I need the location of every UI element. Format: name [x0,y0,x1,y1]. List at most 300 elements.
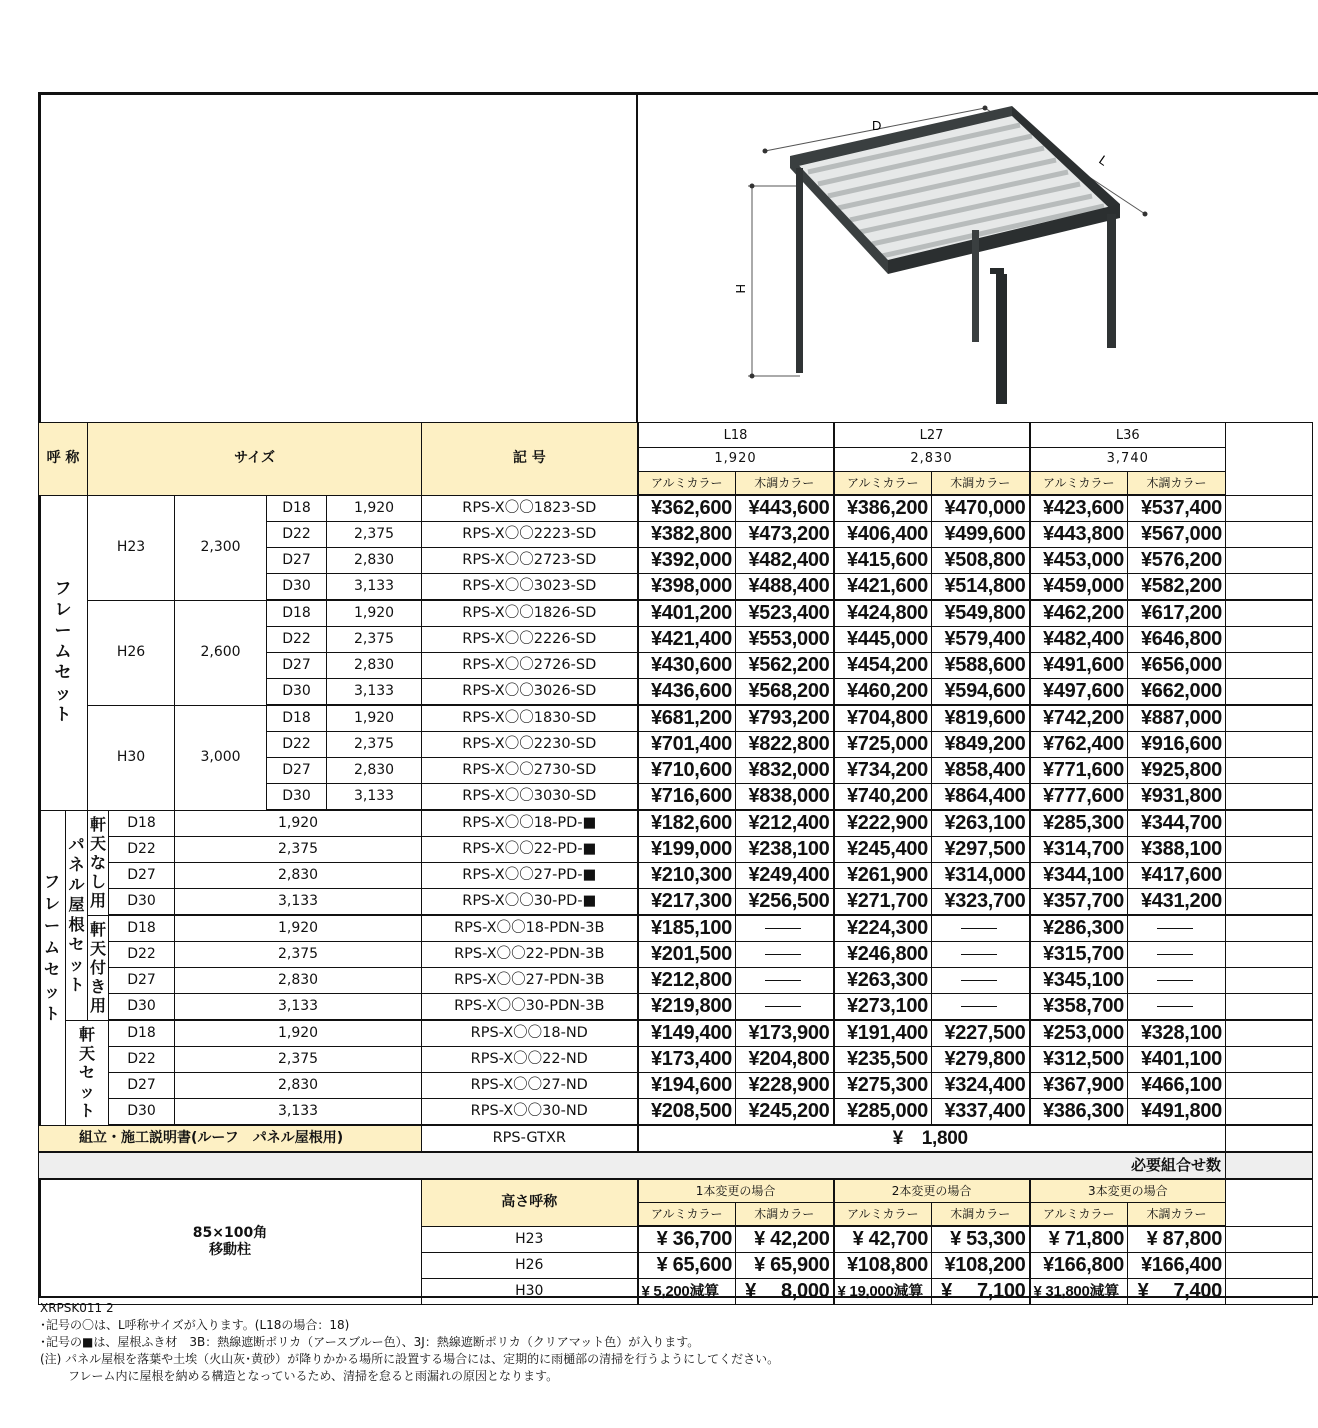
wood-header: 木調カラー [1128,1203,1226,1227]
post-price-cell: ¥ 53,300 [932,1226,1030,1253]
label-char: 天 [90,939,107,958]
price-cell: ¥406,400 [834,522,932,548]
soffit-type-label [88,915,109,1020]
price-cell: ¥201,500 [638,942,736,968]
l-name: L36 [1031,425,1226,448]
price-cell: ¥491,600 [1030,653,1128,679]
depth-name: D18 [109,915,175,942]
price-cell: ¥704,800 [834,705,932,732]
depth-value: 3,133 [175,994,422,1021]
price-cell: ¥716,600 [638,784,736,811]
product-code: RPS-X〇〇18-PDN-3B [422,915,638,942]
change-header: 2本変更の場合 [834,1179,1030,1203]
extra-cell [1226,889,1313,916]
post-price-cell: ¥ 7,400 [1128,1279,1226,1305]
price-cell [736,915,834,942]
price-cell: ¥245,400 [834,837,932,863]
depth-name: D30 [109,994,175,1021]
price-cell: ¥210,300 [638,863,736,889]
dash-mark [765,928,801,929]
post-price-cell: ¥ 7,100 [932,1279,1030,1305]
price-cell: ¥499,600 [932,522,1030,548]
price-cell: ¥701,400 [638,732,736,758]
price-cell: ¥436,600 [638,679,736,706]
post-label [39,1179,422,1305]
depth-name: D30 [267,679,327,706]
depth-value: 1,920 [327,600,422,627]
post-price-cell: ¥108,200 [932,1253,1030,1279]
price-cell: ¥173,900 [736,1020,834,1047]
product-code: RPS-X〇〇22-PD-■ [422,837,638,863]
depth-value: 2,830 [175,863,422,889]
label-char: 天 [90,834,107,853]
label-char: ッ [79,1082,96,1101]
price-cell: ¥497,600 [1030,679,1128,706]
price-cell: ¥253,000 [1030,1020,1128,1047]
label-char: フ [43,871,60,891]
extra-cell [1226,942,1313,968]
header-name: 呼 称 [39,423,88,496]
label-char: ト [79,1101,96,1120]
dash-mark [961,1006,997,1007]
dash-mark [765,954,801,955]
extra-cell [1226,915,1313,942]
product-code: RPS-X〇〇3030-SD [422,784,638,811]
post-height: H23 [422,1226,638,1253]
extra-cell [1226,994,1313,1021]
depth-value: 3,133 [327,784,422,811]
label-char: ッ [68,955,85,974]
post-price-cell: ¥ 65,900 [736,1253,834,1279]
price-cell: ¥219,800 [638,994,736,1021]
blank-title-cell [38,92,638,423]
product-code: RPS-X〇〇2723-SD [422,548,638,574]
dash-mark [765,980,801,981]
price-cell: ¥323,700 [932,889,1030,916]
product-code: RPS-X〇〇2226-SD [422,627,638,653]
extra-cell [1226,1152,1313,1179]
post-price-cell: ¥ 42,700 [834,1226,932,1253]
extra-cell [1226,758,1313,784]
alu-header: アルミカラー [638,1203,736,1227]
depth-value: 2,830 [175,968,422,994]
manual-price: ¥ 1,800 [638,1125,1226,1152]
price-cell: ¥864,400 [932,784,1030,811]
product-code: RPS-X〇〇2726-SD [422,653,638,679]
price-cell: ¥594,600 [932,679,1030,706]
price-cell: ¥508,800 [932,548,1030,574]
price-cell: ¥199,000 [638,837,736,863]
price-cell: ¥173,400 [638,1047,736,1073]
post-price-cell: ¥ 8,000 [736,1279,834,1305]
post-price-cell: ¥ 36,700 [638,1226,736,1253]
depth-name: D27 [267,758,327,784]
label-char: ッ [54,684,72,704]
extra-cell [1226,1253,1313,1279]
depth-name: D27 [267,548,327,574]
post-price-cell: ¥ 5,200減算 [638,1279,736,1305]
price-cell: ¥725,000 [834,732,932,758]
price-cell: ¥582,200 [1128,574,1226,601]
post-price-cell: ¥166,400 [1128,1253,1226,1279]
label-char: 軒 [90,920,107,939]
dim-label-d: D [872,118,882,133]
extra-cell [1226,863,1313,889]
extra-cell [1226,653,1313,679]
product-code: RPS-X〇〇27-PDN-3B [422,968,638,994]
price-cell: ¥838,000 [736,784,834,811]
note-3: (注) パネル屋根を落葉や土埃（火山灰･黄砂）が降りかかる場所に設置する場合には、定期的に雨樋部の清掃を行うようにしてください。 [40,1352,780,1366]
post-price-cell: ¥166,800 [1030,1253,1128,1279]
dash-mark [1157,1006,1193,1007]
note-2: ･記号の■は、屋根ふき材 3B：熱線遮断ポリカ（アースブルー色）、3J：熱線遮断ポリカ（クリアマット色）が入ります。 [40,1335,700,1349]
post-price-cell: ¥ 71,800 [1030,1226,1128,1253]
price-cell: ¥454,200 [834,653,932,679]
alu-header: アルミカラー [834,472,932,496]
depth-name: D22 [267,522,327,548]
product-figure [640,92,1318,423]
depth-name: D30 [267,574,327,601]
price-cell: ¥246,800 [834,942,932,968]
label-char: セ [43,959,60,979]
post-price-cell: ¥ 87,800 [1128,1226,1226,1253]
price-cell: ¥337,400 [932,1099,1030,1126]
depth-value: 1,920 [327,495,422,522]
extra-cell [1226,732,1313,758]
dash-mark [765,1006,801,1007]
price-cell: ¥344,700 [1128,810,1226,837]
price-cell [1128,915,1226,942]
label-char: ネ [68,855,85,874]
header-size: サイズ [88,423,422,496]
price-cell: ¥431,200 [1128,889,1226,916]
combo-note: 必要組合せ数 [39,1152,1226,1179]
price-cell: ¥314,700 [1030,837,1128,863]
alu-header: アルミカラー [834,1203,932,1227]
price-cell: ¥579,400 [932,627,1030,653]
price-cell: ¥777,600 [1030,784,1128,811]
depth-value: 3,133 [175,889,422,916]
alu-header: アルミカラー [1030,1203,1128,1227]
price-cell: ¥742,200 [1030,705,1128,732]
notes [40,1300,779,1385]
price-cell: ¥182,600 [638,810,736,837]
label-char: ト [68,975,85,994]
depth-value: 3,133 [175,1099,422,1126]
height-name: H23 [88,495,175,600]
price-cell: ¥204,800 [736,1047,834,1073]
price-cell: ¥482,400 [736,548,834,574]
price-cell: ¥263,300 [834,968,932,994]
post-price-cell: ¥ 42,200 [736,1226,834,1253]
depth-name: D18 [109,810,175,837]
depth-name: D18 [267,495,327,522]
height-value: 2,600 [175,600,267,705]
depth-name: D18 [267,600,327,627]
wood-header: 木調カラー [736,1203,834,1227]
dash-mark [961,928,997,929]
l-length: 1,920 [714,450,757,466]
price-cell: ¥931,800 [1128,784,1226,811]
depth-value: 2,830 [175,1073,422,1099]
price-cell: ¥445,000 [834,627,932,653]
price-cell: ¥357,700 [1030,889,1128,916]
price-cell: ¥212,800 [638,968,736,994]
l-length: 2,830 [910,450,953,466]
depth-value: 2,375 [327,627,422,653]
price-cell [736,968,834,994]
depth-value: 1,920 [175,810,422,837]
extra-cell [1226,548,1313,574]
product-code: RPS-X〇〇30-PDN-3B [422,994,638,1021]
price-cell: ¥421,400 [638,627,736,653]
l-length: 3,740 [1106,450,1149,466]
label-char: 軒 [79,1025,96,1044]
price-cell: ¥312,500 [1030,1047,1128,1073]
price-cell [932,968,1030,994]
height-name: H26 [88,600,175,705]
depth-value: 2,830 [327,758,422,784]
product-code: RPS-X〇〇1826-SD [422,600,638,627]
product-code: RPS-X〇〇27-ND [422,1073,638,1099]
price-cell: ¥925,800 [1128,758,1226,784]
label-char: 根 [68,915,85,934]
extra-cell [1226,1020,1313,1047]
extra-cell [1226,1047,1313,1073]
height-value: 2,300 [175,495,267,600]
extra-cell [1226,784,1313,811]
product-code: RPS-X〇〇1823-SD [422,495,638,522]
label-char: ッ [43,981,60,1001]
label-char: ム [54,642,72,662]
price-cell: ¥916,600 [1128,732,1226,758]
label-char: セ [54,663,72,683]
price-cell: ¥256,500 [736,889,834,916]
pergola-illustration [640,92,1318,423]
price-cell: ¥849,200 [932,732,1030,758]
manual-code: RPS-GTXR [422,1125,638,1152]
price-cell: ¥488,400 [736,574,834,601]
price-cell: ¥734,200 [834,758,932,784]
extra-cell [1226,968,1313,994]
price-cell: ¥568,200 [736,679,834,706]
l-name: L27 [835,425,1029,448]
price-cell [1128,968,1226,994]
price-cell: ¥149,400 [638,1020,736,1047]
dash-mark [1157,980,1193,981]
extra-cell [1226,1073,1313,1099]
product-code: RPS-X〇〇18-ND [422,1020,638,1047]
depth-name: D27 [109,863,175,889]
extra-cell [1226,522,1313,548]
depth-name: D30 [109,889,175,916]
depth-value: 2,375 [175,1047,422,1073]
depth-value: 1,920 [175,1020,422,1047]
price-cell: ¥315,700 [1030,942,1128,968]
post-height: H26 [422,1253,638,1279]
depth-name: D30 [267,784,327,811]
price-cell: ¥656,000 [1128,653,1226,679]
price-cell: ¥662,000 [1128,679,1226,706]
depth-value: 2,830 [327,548,422,574]
depth-name: D22 [267,627,327,653]
product-code: RPS-X〇〇2230-SD [422,732,638,758]
doc-code: XRPSK011 2 [40,1301,114,1315]
price-cell: ¥491,800 [1128,1099,1226,1126]
price-cell: ¥285,000 [834,1099,932,1126]
l-group-header [1030,423,1226,472]
label-char: パ [68,835,85,854]
change-header: 1本変更の場合 [638,1179,834,1203]
price-cell [1128,942,1226,968]
wood-header: 木調カラー [932,1203,1030,1227]
price-cell: ¥576,200 [1128,548,1226,574]
depth-value: 1,920 [327,705,422,732]
price-cell: ¥263,100 [932,810,1030,837]
label-char: 付 [90,958,107,977]
wood-header: 木調カラー [736,472,834,496]
price-cell: ¥401,100 [1128,1047,1226,1073]
price-cell: ¥222,900 [834,810,932,837]
depth-name: D30 [109,1099,175,1126]
price-cell: ¥793,200 [736,705,834,732]
price-cell: ¥285,300 [1030,810,1128,837]
price-table [38,422,1313,1305]
price-cell: ¥473,200 [736,522,834,548]
label-char: 天 [79,1044,96,1063]
price-cell: ¥553,000 [736,627,834,653]
price-cell: ¥386,300 [1030,1099,1128,1126]
price-cell: ¥286,300 [1030,915,1128,942]
price-cell: ¥345,100 [1030,968,1128,994]
label-char: し [90,872,107,891]
extra-cell [1226,705,1313,732]
dash-mark [1157,928,1193,929]
label-char: 用 [90,891,107,910]
change-header: 3本変更の場合 [1030,1179,1226,1203]
label-char: レ [54,600,72,620]
header-code: 記 号 [422,423,638,496]
depth-name: D27 [109,968,175,994]
label-char: セ [79,1063,96,1082]
price-cell: ¥344,100 [1030,863,1128,889]
label-char: 軒 [90,815,107,834]
price-cell: ¥681,200 [638,705,736,732]
price-cell: ¥314,000 [932,863,1030,889]
label-char: ー [43,915,60,935]
price-cell: ¥514,800 [932,574,1030,601]
dim-label-l: L [1096,152,1111,169]
price-cell: ¥819,600 [932,705,1030,732]
dim-label-h: H [733,284,748,294]
extra-cell [1226,574,1313,601]
price-cell: ¥194,600 [638,1073,736,1099]
depth-value: 1,920 [175,915,422,942]
l-group-header [834,423,1030,472]
price-cell: ¥617,200 [1128,600,1226,627]
depth-value: 2,830 [327,653,422,679]
depth-name: D27 [109,1073,175,1099]
price-cell: ¥417,600 [1128,863,1226,889]
alu-header: アルミカラー [638,472,736,496]
product-code: RPS-X〇〇3023-SD [422,574,638,601]
label-char: セ [68,935,85,954]
price-cell: ¥462,200 [1030,600,1128,627]
price-cell: ¥261,900 [834,863,932,889]
height-name: H30 [88,705,175,810]
price-cell: ¥224,300 [834,915,932,942]
depth-name: D27 [267,653,327,679]
price-cell: ¥401,200 [638,600,736,627]
frame-set-label [39,495,88,810]
price-cell: ¥275,300 [834,1073,932,1099]
post-price-cell: ¥ 19,000減算 [834,1279,932,1305]
price-cell: ¥740,200 [834,784,932,811]
depth-name: D22 [109,942,175,968]
price-cell: ¥245,200 [736,1099,834,1126]
l-name: L18 [639,425,833,448]
price-cell: ¥212,400 [736,810,834,837]
wood-header: 木調カラー [1128,472,1226,496]
price-cell: ¥191,400 [834,1020,932,1047]
post-price-cell: ¥108,800 [834,1253,932,1279]
wood-header: 木調カラー [932,472,1030,496]
price-cell: ¥238,100 [736,837,834,863]
extra-cell [1226,837,1313,863]
panel-roof-set-label [66,810,88,1020]
product-code: RPS-X〇〇1830-SD [422,705,638,732]
price-cell: ¥235,500 [834,1047,932,1073]
price-cell: ¥453,000 [1030,548,1128,574]
price-cell: ¥228,900 [736,1073,834,1099]
post-size: 85×100角 [192,1225,268,1241]
note-4: フレーム内に屋根を納める構造となっているため、清掃を怠ると雨漏れの原因となります。 [68,1369,559,1383]
price-cell: ¥185,100 [638,915,736,942]
price-cell: ¥537,400 [1128,495,1226,522]
price-cell: ¥358,700 [1030,994,1128,1021]
price-cell: ¥482,400 [1030,627,1128,653]
price-cell: ¥710,600 [638,758,736,784]
label-char: き [90,977,107,996]
post-price-cell: ¥ 31,800減算 [1030,1279,1128,1305]
depth-value: 2,375 [327,732,422,758]
pergola-structure [790,106,1120,404]
price-cell: ¥443,600 [736,495,834,522]
price-cell: ¥887,000 [1128,705,1226,732]
price-cell: ¥460,200 [834,679,932,706]
price-cell [1128,994,1226,1021]
extra-cell [1226,1226,1313,1253]
post-price-cell: ¥ 65,600 [638,1253,736,1279]
extra-cell [1226,495,1313,522]
price-cell: ¥424,800 [834,600,932,627]
post-type: 移動柱 [209,1242,251,1258]
product-code: RPS-X〇〇30-ND [422,1099,638,1126]
price-cell: ¥430,600 [638,653,736,679]
depth-name: D22 [109,837,175,863]
price-cell: ¥271,700 [834,889,932,916]
label-char: な [90,853,107,872]
label-char: 用 [90,996,107,1015]
product-code: RPS-X〇〇18-PD-■ [422,810,638,837]
price-cell: ¥443,800 [1030,522,1128,548]
extra-cell [1226,810,1313,837]
price-cell: ¥567,000 [1128,522,1226,548]
price-cell: ¥382,800 [638,522,736,548]
label-char: 屋 [68,895,85,914]
price-cell: ¥646,800 [1128,627,1226,653]
price-cell: ¥273,100 [834,994,932,1021]
